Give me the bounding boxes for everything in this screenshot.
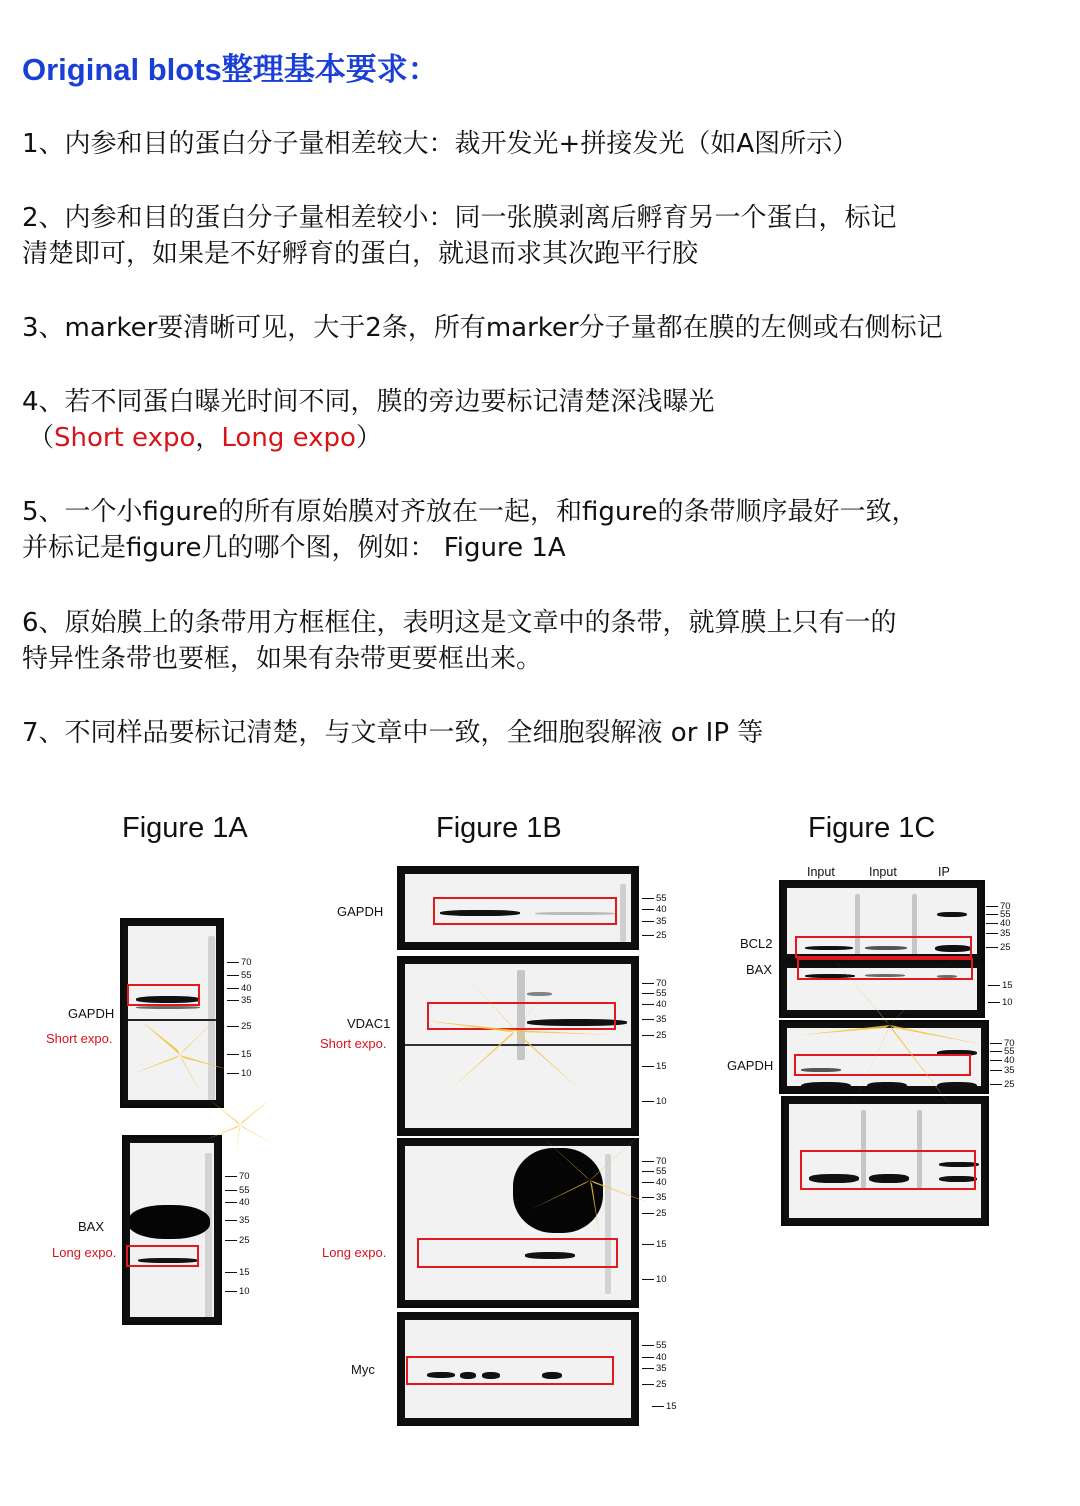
long-expo-label: Long expo. bbox=[322, 1245, 387, 1260]
figure-1c-title: Figure 1C bbox=[808, 812, 936, 844]
short-expo-label: Short expo. bbox=[320, 1036, 387, 1051]
rule-7-line-1: 7、不同样品要标记清楚，与文章中一致，全细胞裂解液 or IP 等 bbox=[22, 718, 764, 748]
myc-label: Myc bbox=[351, 1362, 375, 1377]
marker: 10 bbox=[642, 1096, 667, 1107]
marker: 10 bbox=[227, 1068, 252, 1079]
band-box bbox=[126, 1245, 199, 1267]
rule-6-line-1: 6、原始膜上的条带用方框框住，表明这是文章中的条带，就算膜上只有一的 bbox=[22, 608, 897, 638]
band-box bbox=[406, 1356, 614, 1385]
band-box bbox=[795, 936, 972, 958]
gapdh-label: GAPDH bbox=[727, 1058, 774, 1073]
rule-5 bbox=[22, 494, 918, 566]
marker: 55 bbox=[642, 988, 667, 999]
marker: 25 bbox=[642, 1030, 667, 1041]
marker: 40 bbox=[227, 983, 252, 994]
figure-1a-title: Figure 1A bbox=[122, 812, 248, 844]
band-box bbox=[417, 1238, 618, 1268]
marker: 70 bbox=[990, 1038, 1015, 1049]
marker: 25 bbox=[990, 1079, 1015, 1090]
marker: 55 bbox=[642, 1340, 667, 1351]
marker: 25 bbox=[225, 1235, 250, 1246]
rule-2-line-1: 2、内参和目的蛋白分子量相差较小：同一张膜剥离后孵育另一个蛋白，标记 bbox=[22, 203, 897, 233]
column-label-ip: IP bbox=[938, 865, 950, 879]
marker: 70 bbox=[986, 901, 1011, 912]
band-box bbox=[433, 897, 617, 925]
marker: 55 bbox=[990, 1046, 1015, 1057]
marker: 40 bbox=[642, 904, 667, 915]
long-expo-text: Long expo bbox=[221, 423, 356, 453]
marker: 15 bbox=[642, 1061, 667, 1072]
marker: 35 bbox=[642, 1014, 667, 1025]
page-title: Original blots整理基本要求： bbox=[22, 52, 439, 87]
marker: 55 bbox=[227, 970, 252, 981]
marker: 10 bbox=[225, 1286, 250, 1297]
figure-1a-gapdh-blot bbox=[120, 918, 224, 1108]
rule-2 bbox=[22, 200, 897, 272]
rule-3-line-1: 3、marker要清晰可见，大于2条，所有marker分子量都在膜的左侧或右侧标记 bbox=[22, 313, 943, 343]
marker: 35 bbox=[225, 1215, 250, 1226]
rule-1 bbox=[22, 126, 858, 162]
short-expo-label: Short expo. bbox=[46, 1031, 113, 1046]
rule-5-line-2: 并标记是figure几的哪个图，例如： Figure 1A bbox=[22, 533, 566, 563]
marker: 55 bbox=[986, 909, 1011, 920]
marker: 35 bbox=[227, 995, 252, 1006]
band-box bbox=[794, 1054, 971, 1076]
band-box bbox=[797, 958, 973, 980]
rule-6-line-2: 特异性条带也要框，如果有杂带更要框出来。 bbox=[22, 644, 543, 674]
marker: 40 bbox=[986, 918, 1011, 929]
marker: 70 bbox=[225, 1171, 250, 1182]
marker: 40 bbox=[225, 1197, 250, 1208]
marker: 70 bbox=[227, 957, 252, 968]
membrane bbox=[128, 926, 216, 1100]
marker: 55 bbox=[225, 1185, 250, 1196]
band-box bbox=[427, 1002, 616, 1030]
bcl2-label: BCL2 bbox=[740, 936, 773, 951]
marker: 35 bbox=[990, 1065, 1015, 1076]
marker: 25 bbox=[227, 1021, 252, 1032]
column-label-input: Input bbox=[807, 865, 835, 879]
gapdh-label: GAPDH bbox=[68, 1006, 115, 1021]
marker: 25 bbox=[642, 1379, 667, 1390]
bax-label: BAX bbox=[746, 962, 773, 977]
rule-3 bbox=[22, 310, 943, 346]
marker: 10 bbox=[988, 997, 1013, 1008]
rule-4-line-1: 4、若不同蛋白曝光时间不同，膜的旁边要标记清楚深浅曝光 bbox=[22, 387, 715, 417]
rule-6 bbox=[22, 605, 897, 677]
rule-4-line-2: （Short expo，Long expo） bbox=[28, 423, 382, 453]
marker: 70 bbox=[642, 1156, 667, 1167]
rule-5-line-1: 5、一个小figure的所有原始膜对齐放在一起，和figure的条带顺序最好一致， bbox=[22, 497, 918, 527]
rule-1-line-1: 1、内参和目的蛋白分子量相差较大：裁开发光+拼接发光（如A图所示） bbox=[22, 129, 859, 159]
marker: 40 bbox=[990, 1055, 1015, 1066]
marker: 35 bbox=[642, 1192, 667, 1203]
marker: 10 bbox=[642, 1274, 667, 1285]
rule-2-line-2: 清楚即可，如果是不好孵育的蛋白，就退而求其次跑平行胶 bbox=[22, 239, 699, 269]
vdac1-label: VDAC1 bbox=[347, 1016, 391, 1031]
membrane bbox=[405, 964, 631, 1128]
marker: 40 bbox=[642, 1352, 667, 1363]
long-expo-label: Long expo. bbox=[52, 1245, 117, 1260]
marker: 25 bbox=[986, 942, 1011, 953]
marker: 35 bbox=[642, 916, 667, 927]
figure-1b-vdac1-blot bbox=[397, 956, 639, 1136]
marker: 40 bbox=[642, 999, 667, 1010]
short-expo-text: Short expo bbox=[54, 423, 196, 453]
marker: 15 bbox=[227, 1049, 252, 1060]
rule-4 bbox=[22, 384, 715, 456]
marker: 15 bbox=[225, 1267, 250, 1278]
figure-1a-bax-blot bbox=[122, 1135, 222, 1325]
bax-label: BAX bbox=[78, 1219, 105, 1234]
marker: 55 bbox=[642, 1166, 667, 1177]
membrane bbox=[405, 1146, 631, 1300]
column-label-input: Input bbox=[869, 865, 897, 879]
marker: 70 bbox=[642, 978, 667, 989]
marker: 15 bbox=[642, 1239, 667, 1250]
marker: 35 bbox=[986, 928, 1011, 939]
marker: 55 bbox=[642, 893, 667, 904]
marker: 15 bbox=[652, 1401, 677, 1412]
band-box bbox=[800, 1150, 976, 1190]
marker: 25 bbox=[642, 930, 667, 941]
figure-1b-long-expo-blot bbox=[397, 1138, 639, 1308]
membrane bbox=[130, 1143, 214, 1317]
gapdh-label: GAPDH bbox=[337, 904, 384, 919]
figure-1b-title: Figure 1B bbox=[436, 812, 562, 844]
marker: 35 bbox=[642, 1363, 667, 1374]
rule-7 bbox=[22, 715, 763, 751]
band-box bbox=[127, 984, 200, 1006]
marker: 40 bbox=[642, 1177, 667, 1188]
marker: 15 bbox=[988, 980, 1013, 991]
marker: 25 bbox=[642, 1208, 667, 1219]
